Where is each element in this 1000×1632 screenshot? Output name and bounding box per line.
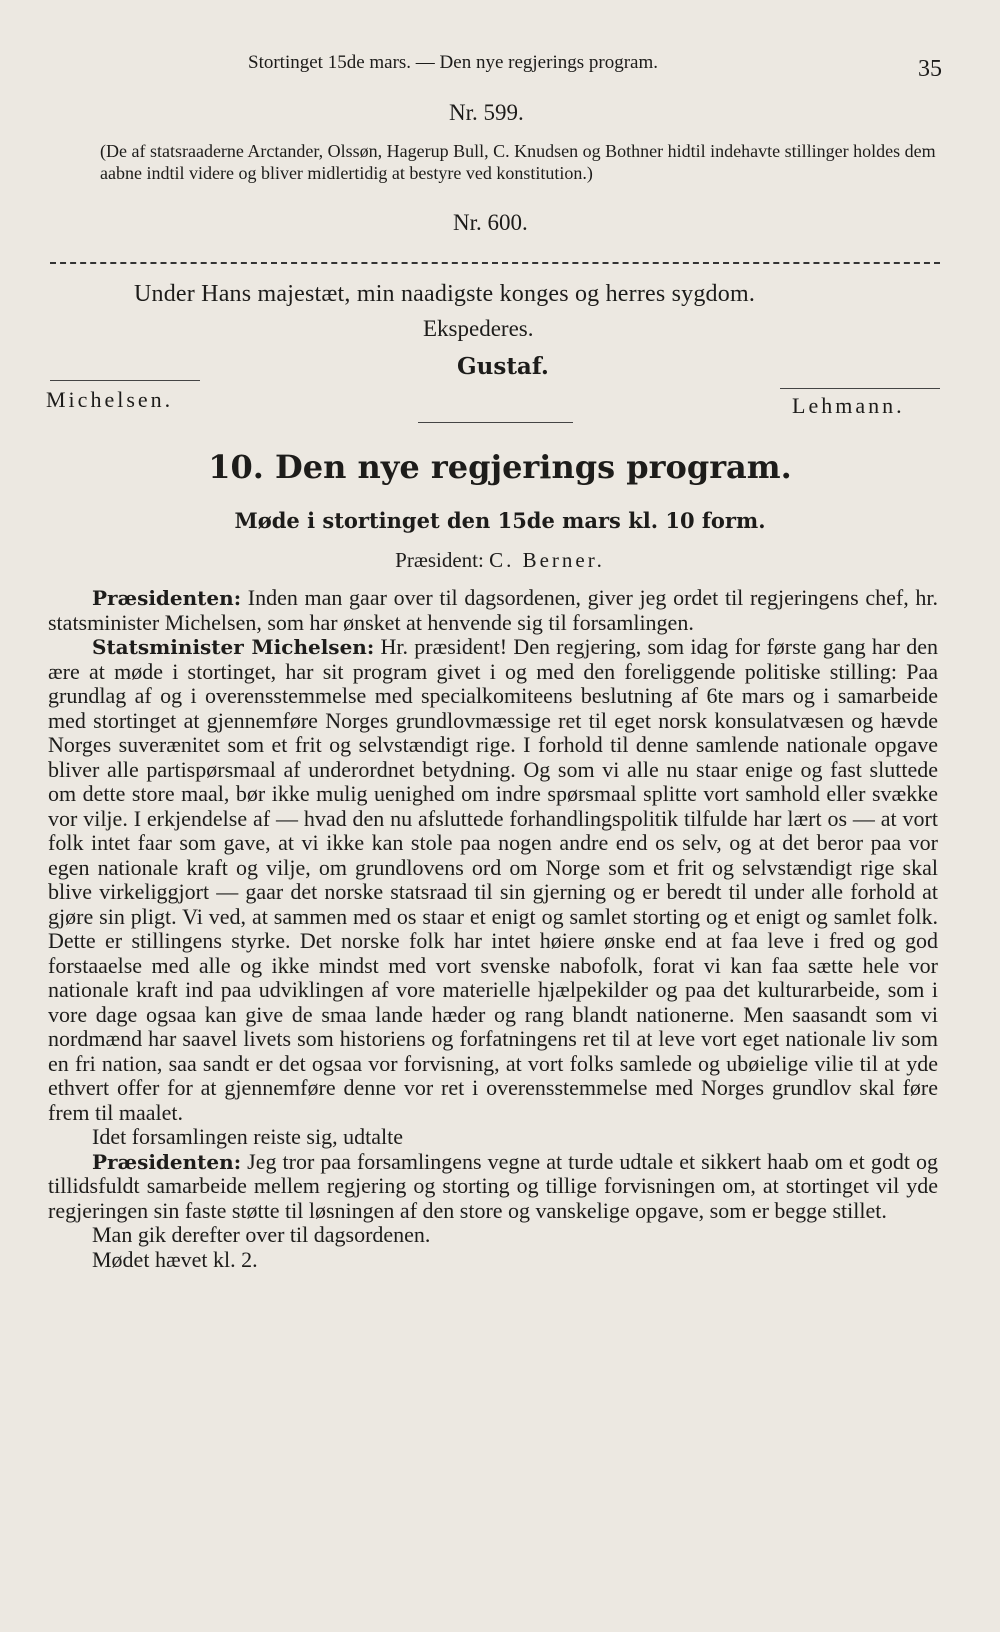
under-line: Under Hans majestæt, min naadigste konges og herres sygdom.	[134, 281, 756, 307]
speaker-name: Præsidenten:	[92, 1149, 242, 1174]
paragraph	[48, 1223, 938, 1248]
page-number: 35	[918, 56, 942, 82]
paragraph-text: Mødet hævet kl. 2.	[92, 1246, 258, 1272]
dash-divider	[50, 262, 940, 264]
president-name: C. Berner.	[489, 548, 605, 572]
paragraph	[48, 1125, 938, 1150]
paragraph-text: Man gik derefter over til dagsordenen.	[92, 1222, 431, 1247]
nr-599-note	[100, 140, 946, 184]
running-head: Stortinget 15de mars. — Den nye regjerings program.	[248, 52, 658, 73]
signature-rule-right	[780, 388, 940, 389]
signature-gustaf: Gustaf.	[457, 353, 549, 380]
paragraph-text: Idet forsamlingen reiste sig, udtalte	[92, 1124, 403, 1149]
paragraph	[48, 1150, 938, 1224]
signature-rule-left	[50, 380, 200, 381]
paragraph	[48, 586, 938, 635]
president-line	[0, 548, 1000, 573]
president-label: Præsident:	[395, 548, 484, 572]
paragraph-text: Jeg tror paa forsamlingens vegne at turde udtale et sikkert haab om et godt og tillidsfuldt samarbeide mellem regjering og storting og tillige forvisningen om, at stortinget vil yde regjeringen sin faste støtte til løsningen af den store og vanskelige opgave, som er begge stillet.	[48, 1148, 938, 1223]
meeting-heading: Møde i stortinget den 15de mars kl. 10 form.	[234, 508, 766, 533]
speaker-name: Præsidenten:	[92, 586, 242, 610]
signature-michelsen: Michelsen.	[46, 387, 174, 412]
paragraph	[48, 1248, 938, 1273]
speaker-name: Statsminister Michelsen:	[92, 635, 375, 659]
nr-599-label: Nr. 599.	[449, 100, 524, 125]
paragraph	[48, 635, 938, 1125]
paragraph-text: Hr. præsident! Den regjering, som idag for første gang har den ære at møde i stortinget, har sit program givet i og med den foreliggende politiske stilling: Paa grundlag af og i overensstemmelse med specialkomiteens beslutning af 6te mars og i samarbeide med stortinget at gjennemføre Norges grundlovmæssige ret til eget norsk konsulatvæsen og hævde Norges suverænitet som et frit og selvstændigt rige. I forhold til denne samlende nationale opgave bliver alle partispørsmaal af underordnet betydning. Og som vi alle nu staar enige og fast sluttede om dette store maal, bør ikke mulig uenighed om indre spørsmaal splitte vort samhold eller svække vor vilje. I erkjendelse af — hvad den nu afsluttede forhandlingspolitik tilfulde har lært os — at vort folk intet faar som gave, at vi ikke kan stole paa nogen andre end os selv, og at det beror paa vor egen nationale kraft og vilje, om grundlovens ord om Norge som et frit og selvstændigt rige skal blive virkeliggjort — gaar det norske statsraad til sin gjerning og er beredt til under alle forhold at gjøre sin pligt. Vi ved, at sammen med os staar et enigt og samlet storting og et enigt og samlet folk. Dette er stillingens styrke. Det norske folk har intet høiere ønske end at faa leve i fred og god forstaaelse med alle og ikke mindst med vort svenske nabofolk, forat vi kan faa sætte hele vor nationale kraft ind paa udviklingen af vore materielle hjælpekilder og paa det kulturarbeide, som i vore dage ogsaa kan give de smaa lande hæder og rang blandt nationerne. Men saasandt som vi nordmænd har saavel livets som historiens og forfatningens ret til at leve vort eget nationale liv som en fri nation, saa sandt er det ogsaa vor forvisning, at vort folks samlede og ubøielige vilie til at yde ethvert offer for at gjennemføre denne vor ret i overensstemmelse med Norges grundlov skal føre frem til maalet.	[48, 634, 938, 1125]
section-divider	[418, 422, 573, 423]
signature-lehmann: Lehmann.	[792, 393, 905, 418]
nr-599-note-text: (De af statsraaderne Arctander, Olssøn, Hagerup Bull, C. Knudsen og Bothner hidtil indehavte stillinger holdes dem aabne indtil videre og bliver midlertidig at bestyre ved konstitution.)	[100, 141, 936, 183]
proceedings-body	[48, 586, 938, 1272]
ekspederes: Ekspederes.	[423, 316, 534, 341]
section-title: 10. Den nye regjerings program.	[208, 448, 792, 486]
nr-600-label: Nr. 600.	[453, 210, 528, 235]
paragraph-text: Inden man gaar over til dagsordenen, giver jeg ordet til regjeringens chef, hr. statsminister Michelsen, som har ønsket at henvende sig til forsamlingen.	[48, 585, 938, 635]
